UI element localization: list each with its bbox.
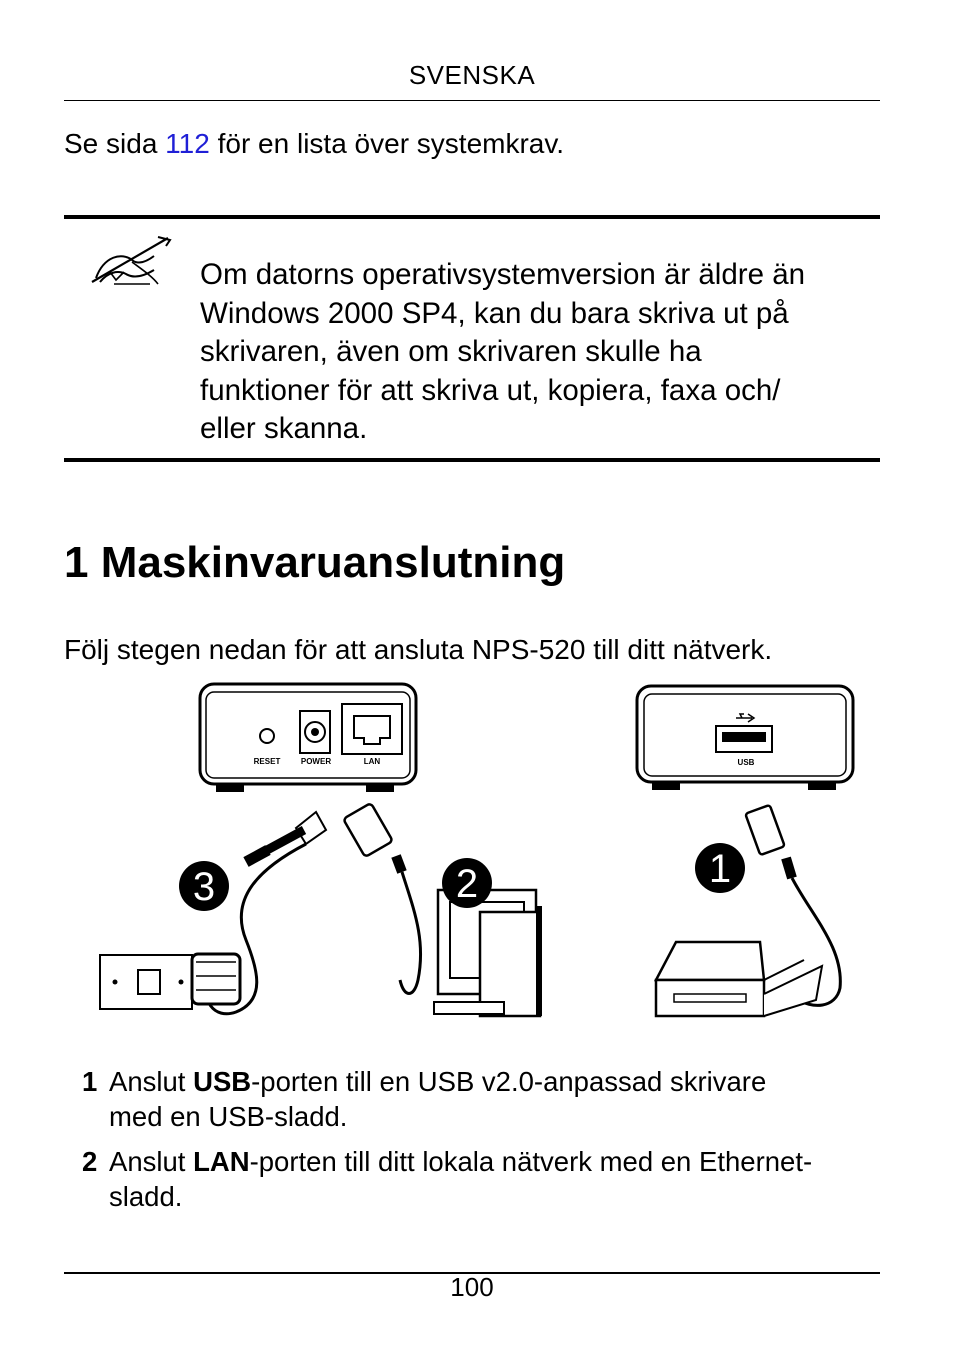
- note-line: Windows 2000 SP4, kan du bara skriva ut på: [200, 296, 789, 330]
- page-number: 100: [450, 1272, 494, 1302]
- lan-port: [342, 704, 402, 754]
- callout-3: [179, 861, 229, 911]
- page-header-language: SVENSKA: [408, 60, 536, 90]
- usb-label: USB: [737, 758, 755, 767]
- callout-3-number: 3: [192, 865, 216, 909]
- reset-button: [260, 729, 274, 743]
- lan-label: LAN: [363, 757, 381, 766]
- step-text: Anslut: [109, 1066, 194, 1097]
- note-line: eller skanna.: [200, 412, 368, 446]
- system-requirements-reference: [64, 128, 564, 160]
- desktop-computer: [434, 890, 542, 1016]
- note-text: [200, 256, 870, 449]
- step-item: [82, 1064, 882, 1134]
- intro-prefix: Se sida: [64, 128, 166, 159]
- step-text: -porten till en USB v2.0-anpassad skrivare: [251, 1066, 767, 1097]
- step-number: 1: [82, 1066, 98, 1097]
- note-top-rule: [64, 215, 880, 219]
- page-link[interactable]: 112: [165, 128, 210, 159]
- note-line: funktioner för att skriva ut, kopiera, faxa och/: [200, 373, 781, 407]
- step-text: Anslut: [109, 1146, 194, 1177]
- step-text-continued: med en USB-sladd.: [109, 1101, 348, 1132]
- callout-2-number: 2: [455, 862, 479, 906]
- section-title: 1 Maskinvaruanslutning: [64, 538, 566, 587]
- nps520-usb-panel: [637, 686, 853, 790]
- step-text: -porten till ditt lokala nätverk med en Ethernet-: [249, 1146, 813, 1177]
- callout-1: [695, 843, 745, 893]
- reset-label: RESET: [253, 757, 281, 766]
- hardware-connection-diagram: [96, 680, 860, 1025]
- step-port-name: USB: [193, 1066, 252, 1097]
- printer: [656, 942, 822, 1016]
- header-rule: [64, 100, 880, 101]
- nps520-rear-panel: [200, 684, 416, 792]
- step-item: [82, 1144, 882, 1214]
- callout-2: [442, 858, 492, 908]
- section-intro: Följ stegen nedan för att ansluta NPS-520 till ditt nätverk.: [64, 634, 773, 665]
- step-number: 2: [82, 1146, 98, 1177]
- ethernet-cable: [343, 803, 420, 994]
- note-pen-icon: [88, 232, 172, 290]
- callout-1-number: 1: [708, 847, 732, 891]
- note-line: skrivaren, även om skrivaren skulle ha: [200, 335, 702, 369]
- power-label: POWER: [300, 757, 332, 766]
- note-line: Om datorns operativsystemversion är äldre än: [200, 258, 806, 291]
- step-port-name: LAN: [193, 1146, 250, 1177]
- step-text-continued: sladd.: [109, 1181, 183, 1212]
- note-bottom-rule: [64, 458, 880, 462]
- intro-suffix: för en lista över systemkrav.: [209, 128, 565, 159]
